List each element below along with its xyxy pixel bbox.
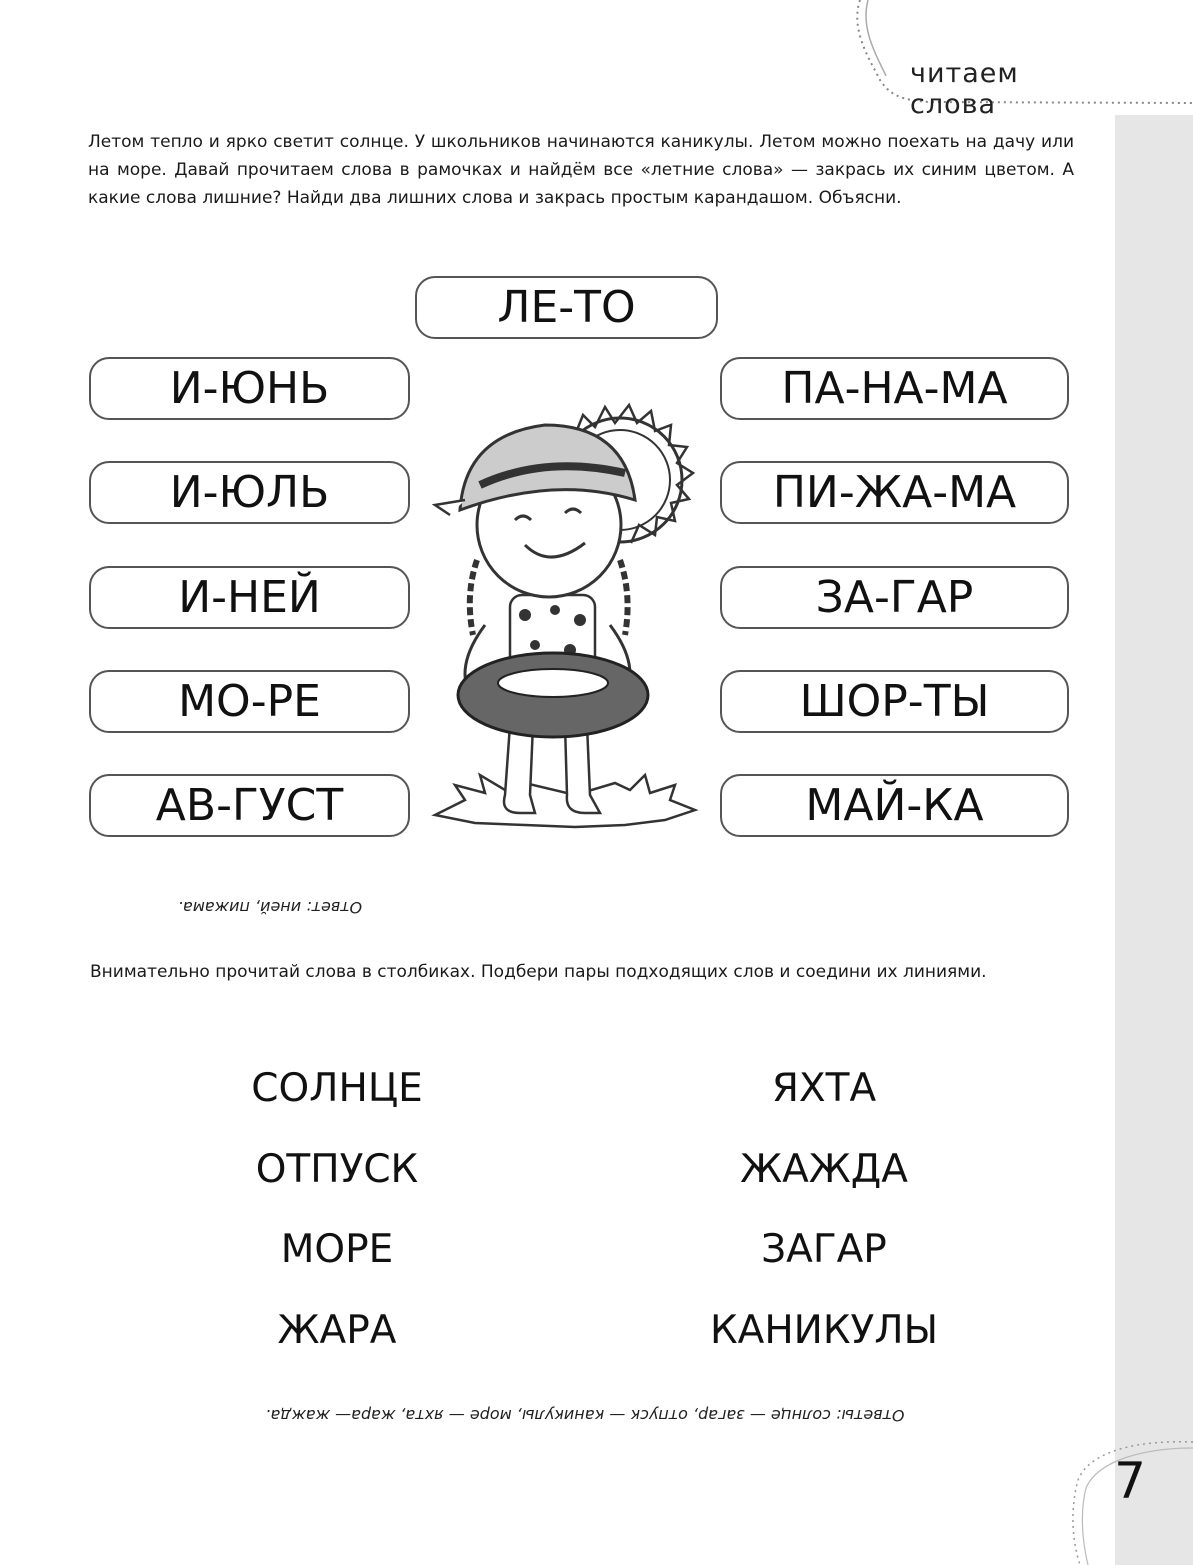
word-box-right-4[interactable]: ШОР-ТЫ — [720, 670, 1069, 733]
section-title: читаем слова — [910, 58, 1019, 120]
page-number: 7 — [1114, 1452, 1146, 1510]
page-side-strip — [1115, 115, 1193, 1565]
left-column-word-3[interactable]: МОРЕ — [280, 1227, 394, 1272]
right-column-word-4[interactable]: КАНИКУЛЫ — [709, 1308, 939, 1353]
task2-answer: Ответы: солнце — загар, отпуск — каникулы, море — яхта, жара— жажда. — [265, 1406, 905, 1425]
left-column-word-2[interactable]: ОТПУСК — [255, 1147, 419, 1192]
task1-instruction: Летом тепло и ярко светит солнце. У школьников начинаются каникулы. Летом можно поехать на дачу или на море. Давай прочитаем слова в рамочках и найдём все «летние слова» — закрась их синим цветом. А какие слова лишние? Найди два лишних слова и закрась простым карандашом. Объясни. — [88, 132, 1074, 208]
word-box-right-1[interactable]: ПА-НА-МА — [720, 357, 1069, 420]
grass-icon — [435, 775, 695, 827]
word-box-left-1[interactable]: И-ЮНЬ — [89, 357, 410, 420]
right-column-word-1[interactable]: ЯХТА — [771, 1066, 877, 1111]
word-box-left-4[interactable]: МО-РЕ — [89, 670, 410, 733]
task1-answer: Ответ: иней, пижама. — [177, 898, 363, 917]
word-box-left-2[interactable]: И-ЮЛЬ — [89, 461, 410, 524]
right-column-word-2[interactable]: ЖАЖДА — [740, 1147, 908, 1192]
word-box-right-5[interactable]: МАЙ-КА — [720, 774, 1069, 837]
header-tab-outline-2 — [866, 0, 886, 76]
word-box-right-3[interactable]: ЗА-ГАР — [720, 566, 1069, 629]
word-box-right-2[interactable]: ПИ-ЖА-МА — [720, 461, 1069, 524]
left-column-word-1[interactable]: СОЛНЦЕ — [251, 1066, 423, 1111]
girl-illustration — [425, 395, 715, 835]
word-box-left-5[interactable]: АВ-ГУСТ — [89, 774, 410, 837]
left-column-word-4[interactable]: ЖАРА — [277, 1308, 397, 1353]
word-box-left-3[interactable]: И-НЕЙ — [89, 566, 410, 629]
swim-ring-icon — [458, 653, 648, 737]
right-column-word-3[interactable]: ЗАГАР — [761, 1227, 887, 1272]
task2-instruction: Внимательно прочитай слова в столбиках. Подбери пары подходящих слов и соедини их линиями. — [90, 962, 987, 982]
word-box-top[interactable]: ЛЕ-ТО — [415, 276, 718, 339]
